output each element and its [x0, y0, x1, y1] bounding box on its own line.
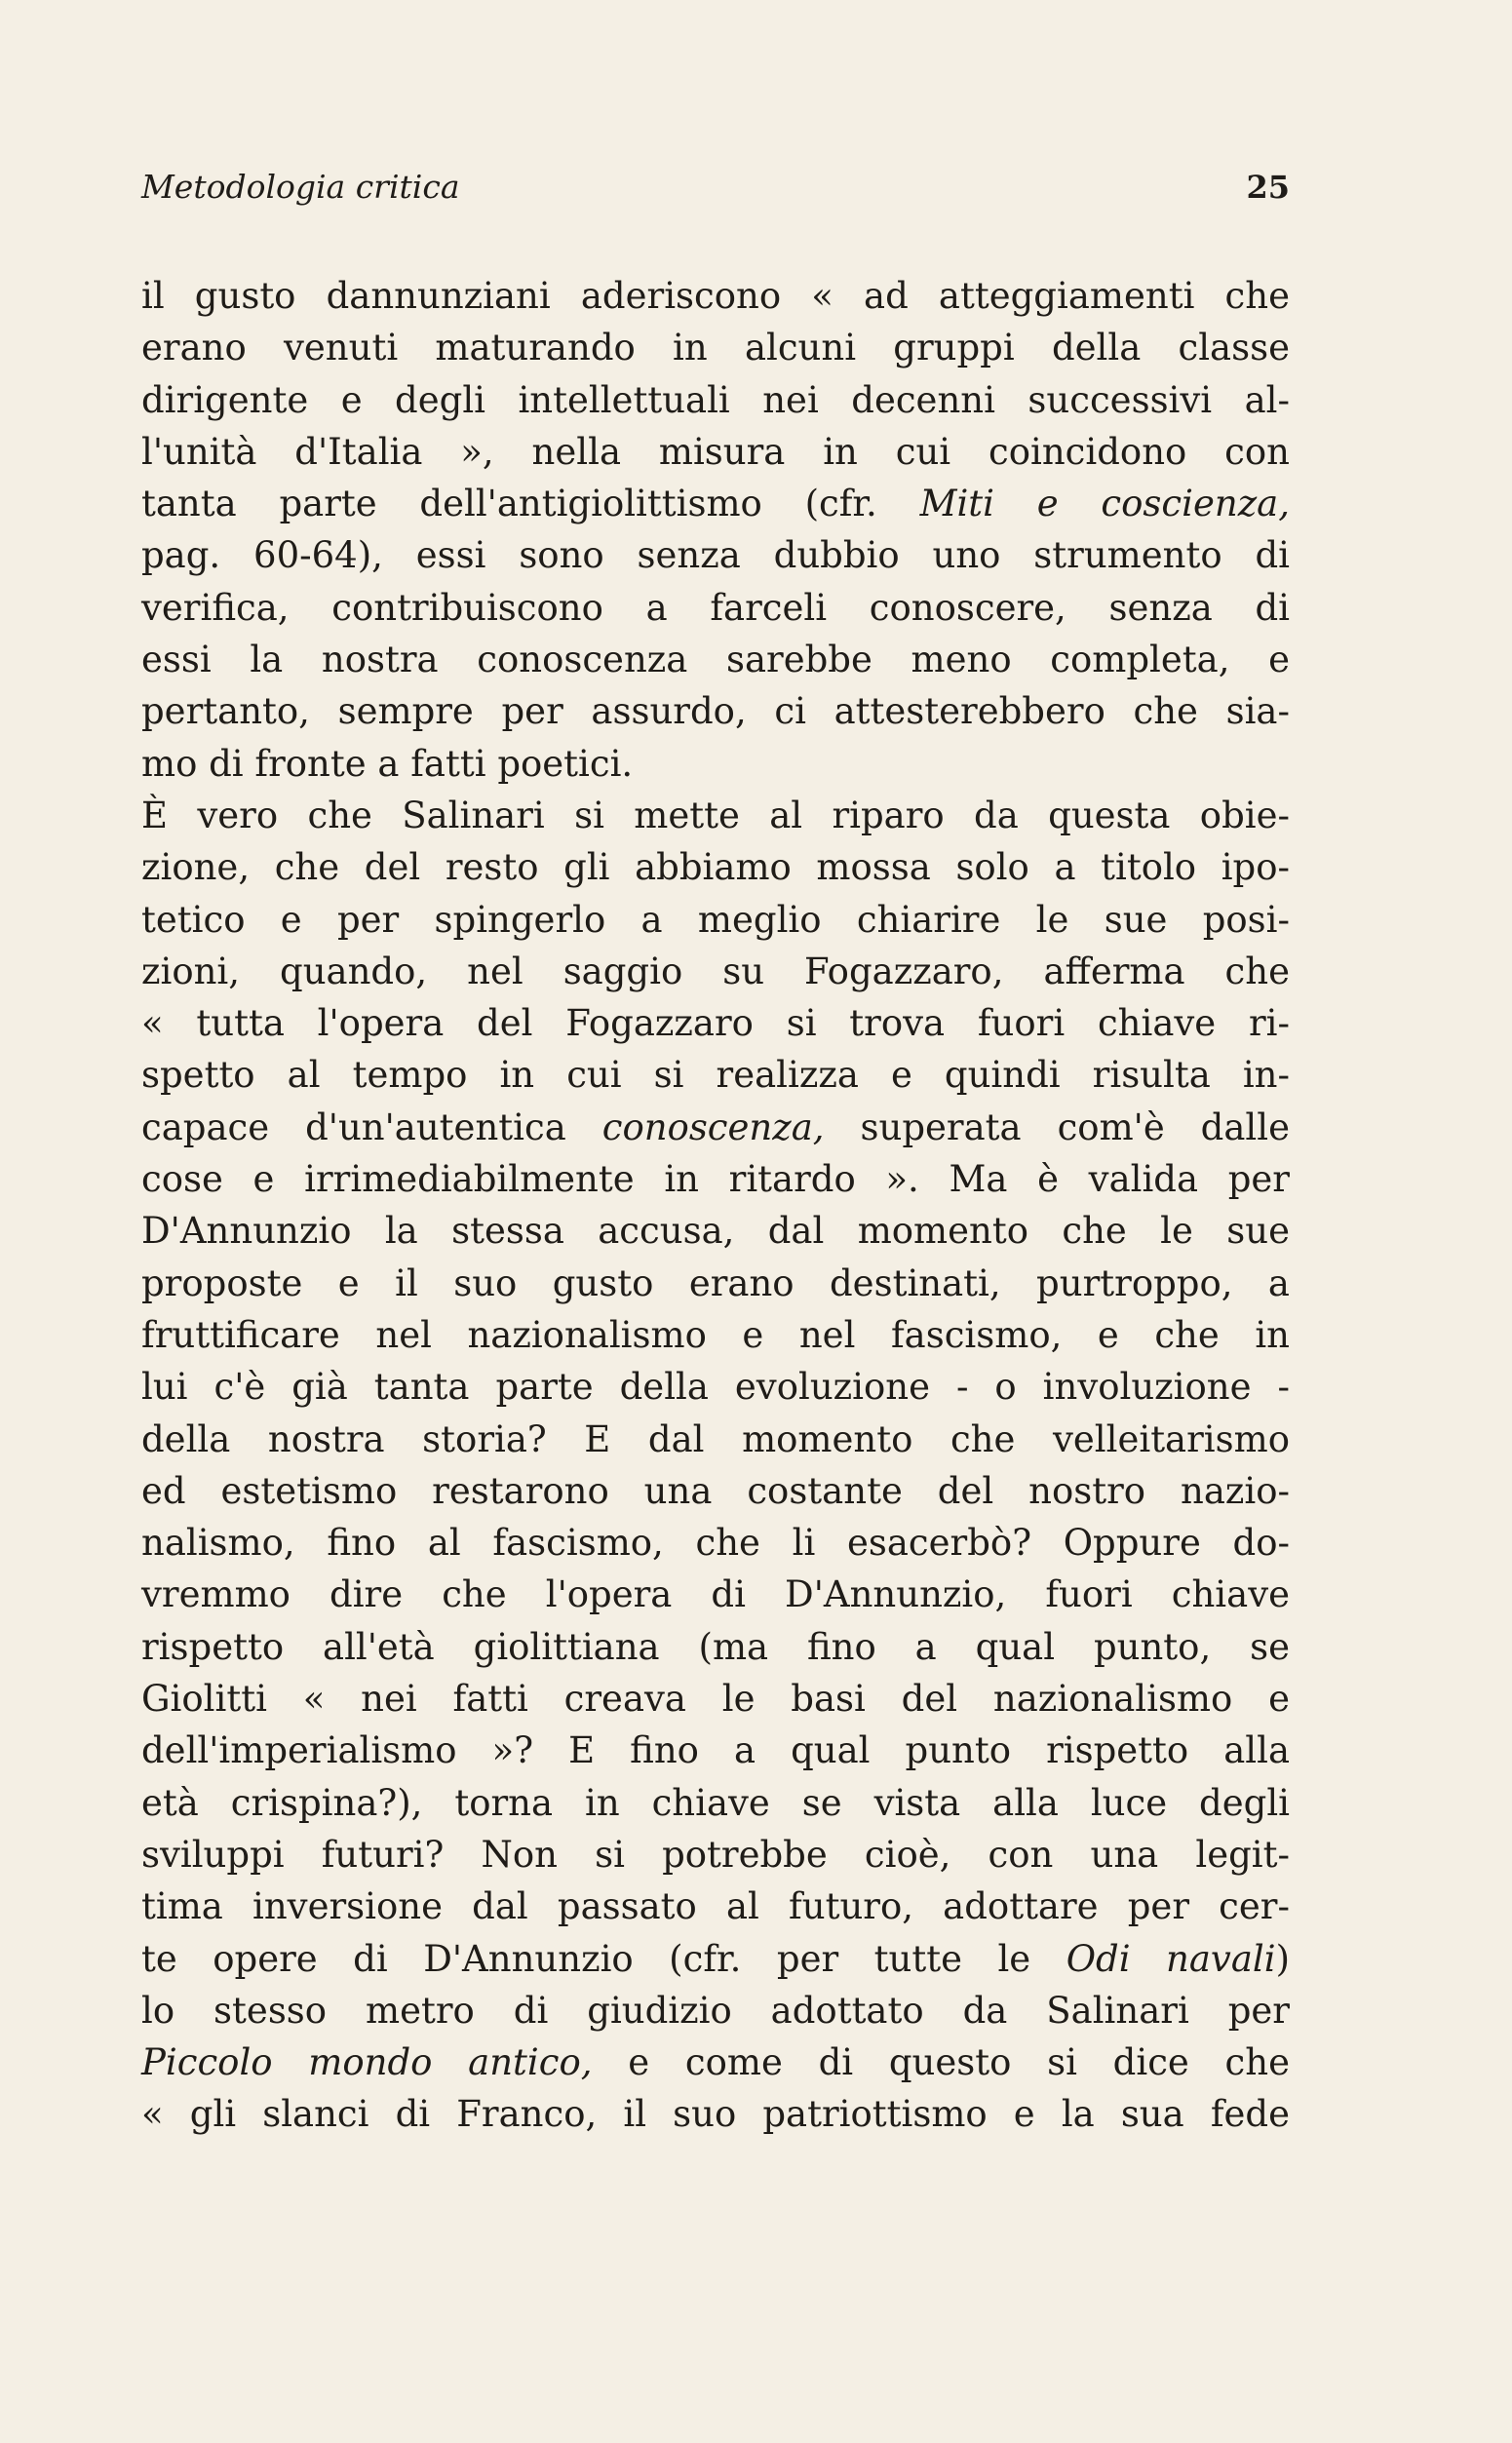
text-line [141, 1102, 1290, 1153]
text-line: pag. 60-64), essi sono senza dubbio uno strumento di [141, 534, 1290, 577]
page-number: 25 [1246, 169, 1290, 206]
text-line: pertanto, sempre per assurdo, ci attesterebbero che sia- [141, 690, 1290, 733]
text-line [141, 1933, 1290, 1985]
text-line: vremmo dire che l'opera di D'Annunzio, fuori chiave [141, 1573, 1290, 1616]
text-line: spetto al tempo in cui si realizza e quindi risulta in- [141, 1054, 1290, 1097]
text-segment: capace d'un'autentica [141, 1105, 602, 1148]
text-segment: e come di questo si dice che [592, 2041, 1290, 2084]
text-line: fruttificare nel nazionalismo e nel fascismo, e che in [141, 1313, 1290, 1356]
running-head-title: Metodologia critica [141, 168, 460, 206]
text-line: lo stesso metro di giudizio adottato da Salinari per [141, 1989, 1290, 2032]
text-line: erano venuti maturando in alcuni gruppi della classe [141, 327, 1290, 369]
italic-title: conoscenza, [601, 1105, 825, 1148]
text-line: della nostra storia? E dal momento che velleitarismo [141, 1417, 1290, 1460]
text-line: « gli slanci di Franco, il suo patriottismo e la sua fede [141, 2093, 1290, 2136]
text-line: verifica, contribuiscono a farceli conoscere, senza di [141, 586, 1290, 629]
text-line [141, 478, 1290, 529]
running-head [141, 168, 1290, 216]
text-line: lui c'è già tanta parte della evoluzione - o involuzione - [141, 1366, 1290, 1409]
text-line: tetico e per spingerlo a meglio chiarire le sue posi- [141, 898, 1290, 941]
text-line: l'unità d'Italia », nella misura in cui coincidono con [141, 430, 1290, 473]
text-line [141, 2036, 1290, 2088]
text-line: zione, che del resto gli abbiamo mossa solo a titolo ipo- [141, 846, 1290, 889]
text-line: dell'imperialismo »? E fino a qual punto rispetto alla [141, 1729, 1290, 1772]
text-line: rispetto all'età giolittiana (ma fino a qual punto, se [141, 1625, 1290, 1668]
text-segment: ) [1275, 1937, 1291, 1980]
text-line: zioni, quando, nel saggio su Fogazzaro, afferma che [141, 950, 1290, 992]
text-line: il gusto dannunziani aderiscono « ad atteggiamenti che [141, 275, 1290, 317]
text-segment: superata com'è dalle [824, 1105, 1290, 1148]
text-line: essi la nostra conoscenza sarebbe meno completa, e [141, 639, 1290, 681]
text-line: sviluppi futuri? Non si potrebbe cioè, con una legit- [141, 1833, 1290, 1876]
text-line: È vero che Salinari si mette al riparo da questa obie- [141, 794, 1290, 836]
text-line: « tutta l'opera del Fogazzaro si trova fuori chiave ri- [141, 1002, 1290, 1045]
text-line: mo di fronte a fatti poetici. [141, 742, 634, 785]
text-line: Giolitti « nei fatti creava le basi del nazionalismo e [141, 1678, 1290, 1721]
body-text [141, 270, 1290, 2141]
text-line: D'Annunzio la stessa accusa, dal momento che le sue [141, 1210, 1290, 1253]
text-segment: te opere di D'Annunzio (cfr. per tutte le [141, 1937, 1066, 1980]
text-segment: tanta parte dell'antigiolittismo (cfr. [141, 483, 920, 525]
text-line: cose e irrimediabilmente in ritardo ». Ma è valida per [141, 1158, 1290, 1201]
text-line: tima inversione dal passato al futuro, adottare per cer- [141, 1885, 1290, 1928]
text-line: età crispina?), torna in chiave se vista alla luce degli [141, 1781, 1290, 1824]
italic-title: Miti e coscienza, [919, 483, 1291, 525]
italic-title: Odi navali [1066, 1937, 1276, 1980]
text-line: dirigente e degli intellettuali nei decenni successivi al- [141, 378, 1290, 421]
text-line: ed estetismo restarono una costante del nostro nazio- [141, 1469, 1290, 1512]
italic-title: Piccolo mondo antico, [141, 2041, 593, 2084]
text-line: proposte e il suo gusto erano destinati, purtroppo, a [141, 1261, 1290, 1304]
text-line: nalismo, fino al fascismo, che li esacerbò? Oppure do- [141, 1522, 1290, 1565]
